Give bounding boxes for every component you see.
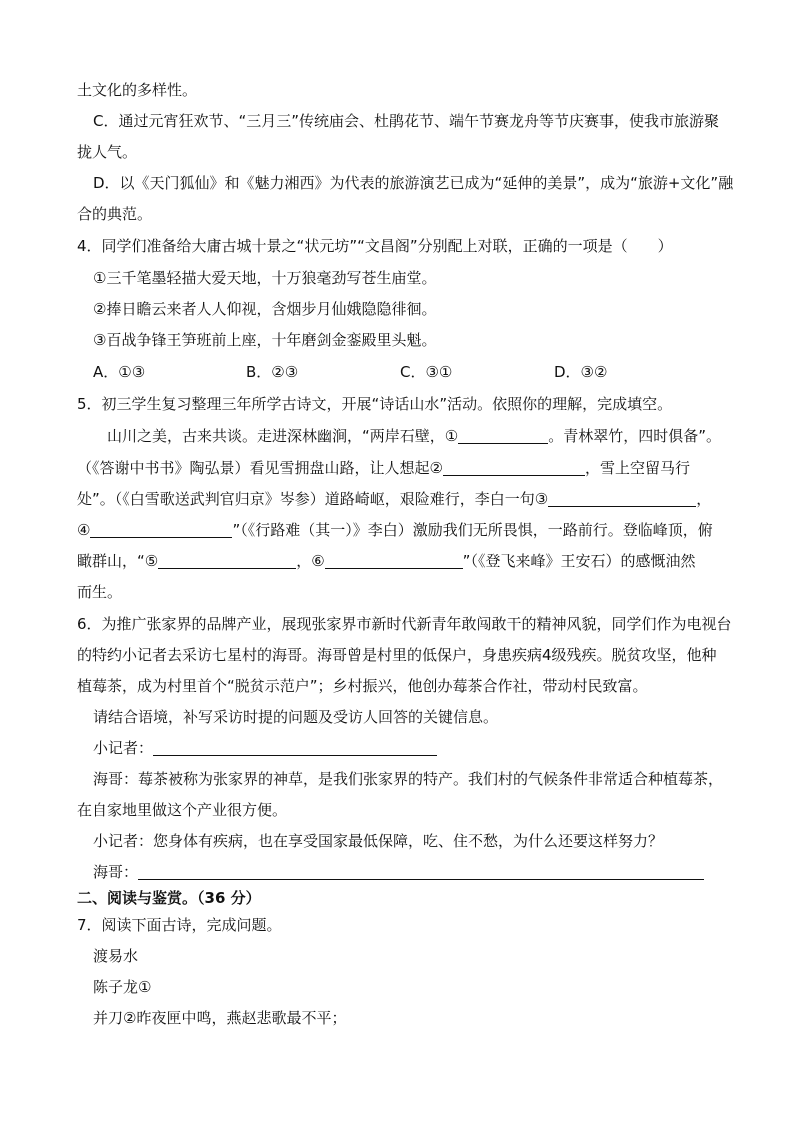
q5-line-2: （《答谢中书书》陶弘景）看见雪拥盘山路，让人想起② ，雪上空留马行 [77,459,690,477]
blank-5[interactable] [158,552,296,569]
q5-line-1: 山川之美，古来共谈。走进深林幽涧，“两岸石壁，① 。青林翠竹，四时俱备”。 [107,427,722,445]
q3-option-c: C．通过元宵狂欢节、“三月三”传统庙会、杜鹃花节、端午节赛龙舟等节庆赛事，使我市旅游聚 [93,112,720,130]
q6-haige-answer-1: 海哥：莓茶被称为张家界的神草，是我们张家界的特产。我们村的气候条件非常适合种植莓茶， [93,770,724,788]
q4-option-a[interactable]: A．①③ [93,363,146,381]
q4-item-3: ③百战争锋王笋班前上座，十年磨剑金銮殿里头魁。 [93,331,437,349]
q7-stem: 7．阅读下面古诗，完成问题。 [77,916,282,934]
blank-3[interactable] [548,490,696,507]
q6-stem-3: 植莓茶，成为村里首个“脱贫示范户”；乡村振兴，他创办莓茶合作社，带动村民致富。 [77,677,648,695]
poem-author: 陈子龙① [93,978,152,996]
q4-stem: 4．同学们准备给大庸古城十景之“状元坊”“文昌阁”分别配上对联，正确的一项是（ ） [77,237,673,255]
answer-line-question[interactable] [153,739,437,756]
q3-option-c-cont: 拢人气。 [77,143,138,161]
q4-item-1: ①三千笔墨轻描大爱天地，十万狼毫劲写苍生庙堂。 [93,269,437,287]
q5-line-5: 瞰群山，“⑤ ，⑥ ”（《登飞来峰》王安石）的感慨油然 [77,552,696,570]
q6-haige-answer-1-cont: 在自家地里做这个产业很方便。 [77,801,288,819]
blank-2[interactable] [443,459,585,476]
blank-4[interactable] [90,521,232,538]
q6-haige-answer-2: 海哥： [93,862,704,882]
q6-stem-2: 的特约小记者去采访七星村的海哥。海哥曾是村里的低保户，身患疾病4级残疾。脱贫攻坚，他种 [77,646,717,664]
q4-option-c[interactable]: C．③① [400,363,453,381]
q6-reporter-question-1: 小记者： [93,738,437,758]
q4-option-d[interactable]: D．③② [554,363,608,381]
q3-option-d-cont: 合的典范。 [77,205,153,223]
q4-item-2: ②捧日瞻云来者人人仰视，含烟步月仙娥隐隐徘徊。 [93,300,437,318]
answer-line-haige[interactable] [138,863,704,880]
q3-option-d: D．以《天门狐仙》和《魅力湘西》为代表的旅游演艺已成为“延伸的美景”，成为“旅游+文化”融 [93,174,734,192]
q4-option-b[interactable]: B．②③ [246,363,299,381]
q3-option-b-tail: 土文化的多样性。 [77,81,198,99]
poem-line-1: 并刀②昨夜匣中鸣，燕赵悲歌最不平； [93,1009,347,1027]
q5-line-4: ④ ”（《行路难（其一）》李白）激励我们无所畏惧，一路前行。登临峰顶，俯 [77,521,713,539]
q6-instruction: 请结合语境，补写采访时提的问题及受访人回答的关键信息。 [93,708,499,726]
q4-options [93,362,653,382]
poem-title: 渡易水 [93,947,139,965]
blank-6[interactable] [325,552,463,569]
q6-reporter-question-2: 小记者：您身体有疾病，也在享受国家最低保障，吃、住不愁，为什么还要这样努力？ [93,832,664,850]
blank-1[interactable] [458,427,548,444]
q5-line-6: 而生。 [77,583,123,601]
section-2-title: 二、阅读与鉴赏。（36 分） [77,889,261,907]
q6-stem-1: 6．为推广张家界的品牌产业，展现张家界市新时代新青年敢闯敢干的精神风貌，同学们作为电视台 [77,615,732,633]
q5-stem: 5．初三学生复习整理三年所学古诗文，开展“诗话山水”活动。依照你的理解，完成填空。 [77,395,673,413]
q5-line-3: 处”。（《白雪歌送武判官归京》岑参）道路崎岖，艰险难行，李白一句③ ， [77,490,712,508]
